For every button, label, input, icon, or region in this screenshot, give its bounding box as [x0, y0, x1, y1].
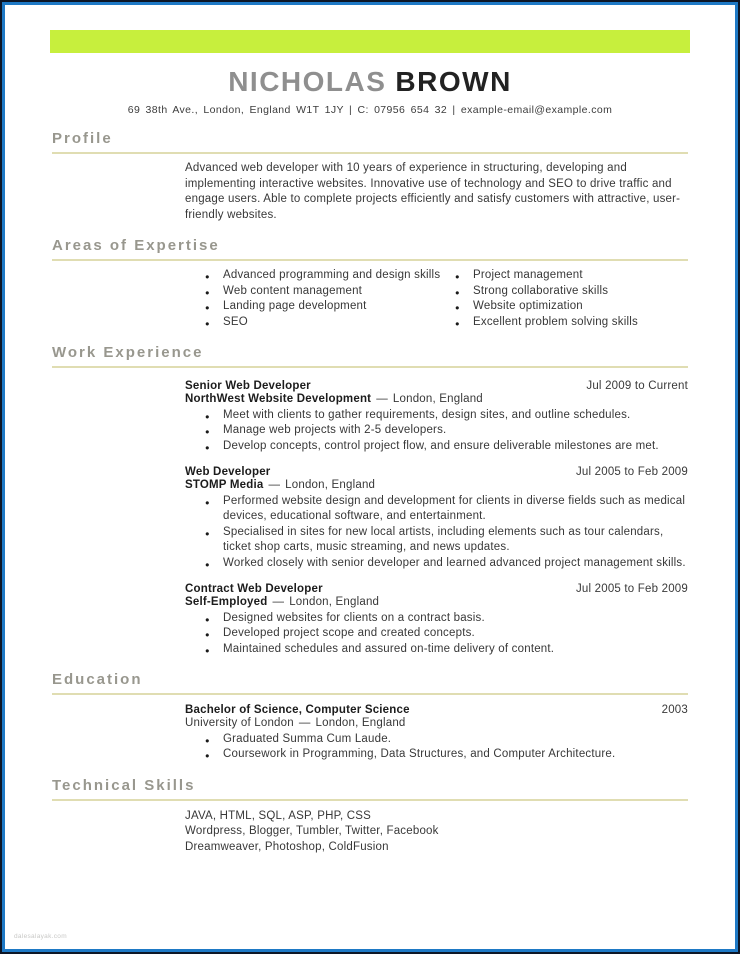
- job-bullet: ● Meet with clients to gather requirements, design sites, and outline schedules.: [205, 408, 688, 424]
- job-header: [185, 380, 688, 392]
- expertise-item: ● Strong collaborative skills: [455, 284, 688, 300]
- section-experience: [52, 344, 688, 657]
- expertise-item: ● Web content management: [205, 284, 455, 300]
- job-location: London, England: [285, 479, 376, 491]
- expertise-item: ● Excellent problem solving skills: [455, 315, 688, 331]
- expertise-item: ● Advanced programming and design skills: [205, 268, 455, 284]
- profile-heading: Profile: [52, 130, 688, 154]
- dash-separator: —: [272, 596, 285, 608]
- job-bullet: ● Maintained schedules and assured on-time delivery of content.: [205, 642, 688, 658]
- job-company: STOMP Media: [185, 479, 264, 491]
- education-school: University of London: [185, 717, 294, 729]
- education-school-line: [185, 716, 688, 732]
- education-header: [185, 704, 688, 716]
- dash-separator: —: [298, 717, 311, 729]
- job-bullet-list: [205, 611, 688, 658]
- expertise-heading: Areas of Expertise: [52, 237, 688, 261]
- job-dates: Jul 2005 to Feb 2009: [575, 466, 688, 478]
- job-title: Web Developer: [185, 466, 271, 478]
- skills-line: Wordpress, Blogger, Tumbler, Twitter, Facebook: [185, 825, 439, 837]
- job-dates: Jul 2009 to Current: [586, 380, 688, 392]
- job-company: Self-Employed: [185, 596, 268, 608]
- job-entry: [185, 583, 688, 657]
- experience-heading: Work Experience: [52, 344, 688, 368]
- skills-line: Dreamweaver, Photoshop, ColdFusion: [185, 840, 389, 853]
- skills-lines: [185, 809, 688, 856]
- section-profile: [52, 130, 688, 223]
- dash-separator: —: [268, 479, 281, 491]
- job-title: Contract Web Developer: [185, 583, 323, 595]
- expertise-item: ● SEO: [205, 315, 455, 331]
- candidate-last-name: BROWN: [395, 66, 512, 97]
- job-entry: [185, 466, 688, 571]
- job-title: Senior Web Developer: [185, 380, 311, 392]
- job-bullet: ● Developed project scope and created concepts.: [205, 626, 688, 642]
- job-bullet: ● Performed website design and development for clients in diverse fields such as medical devices, educational software, and entertainment.: [205, 494, 688, 525]
- job-bullet: ● Develop concepts, control project flow, and ensure deliverable milestones are met.: [205, 439, 688, 455]
- skills-line: JAVA, HTML, SQL, ASP, PHP, CSS: [185, 809, 372, 822]
- job-bullet: ● Specialised in sites for new local artists, including elements such as tour calendars, ticket shop carts, music streaming, and news updates.: [205, 525, 688, 556]
- expertise-list-right: [455, 268, 688, 330]
- education-location: London, England: [315, 717, 406, 729]
- job-bullet: ● Designed websites for clients on a contract basis.: [205, 611, 688, 627]
- job-company-line: [185, 478, 688, 494]
- job-company: NorthWest Website Development: [185, 393, 372, 405]
- expertise-item: ● Project management: [455, 268, 688, 284]
- skills-heading: Technical Skills: [52, 777, 688, 801]
- watermark-text: dalesalayak.com: [14, 933, 67, 940]
- contact-line: 69 38th Ave., London, England W1T 1JY | C: 07956 654 32 | example-email@example.com: [127, 104, 613, 116]
- job-header: [185, 583, 688, 595]
- expertise-item: ● Website optimization: [455, 299, 688, 315]
- expertise-item: ● Landing page development: [205, 299, 455, 315]
- job-bullet-list: [205, 494, 688, 572]
- job-location: London, England: [392, 393, 483, 405]
- job-company-line: [185, 392, 688, 408]
- education-bullet-list: [205, 732, 688, 763]
- job-header: [185, 466, 688, 478]
- job-bullet: ● Worked closely with senior developer and learned advanced project management skills.: [205, 556, 688, 572]
- job-location: London, England: [289, 596, 380, 608]
- job-entry: [185, 380, 688, 454]
- job-bullet-list: [205, 408, 688, 455]
- job-company-line: [185, 595, 688, 611]
- education-year: 2003: [661, 704, 688, 716]
- job-bullet: ● Manage web projects with 2-5 developers.: [205, 423, 688, 439]
- section-skills: [52, 777, 688, 856]
- education-bullet: ● Graduated Summa Cum Laude.: [205, 732, 688, 748]
- expertise-list-left: [205, 268, 455, 330]
- education-entry: [185, 704, 688, 763]
- candidate-name: [52, 66, 688, 98]
- expertise-columns: [205, 268, 688, 330]
- section-expertise: [52, 237, 688, 330]
- education-degree: Bachelor of Science, Computer Science: [185, 704, 410, 716]
- resume-header: [52, 66, 688, 116]
- candidate-first-name: NICHOLAS: [228, 66, 387, 97]
- job-dates: Jul 2005 to Feb 2009: [575, 583, 688, 595]
- section-education: [52, 671, 688, 763]
- profile-text: Advanced web developer with 10 years of experience in structuring, developing and implementing interactive websites. Innovative use of technology and SEO to drive traffic and engage users. Able to complete projects efficiently and satisfy customers with attractive, user-friendly websites.: [185, 162, 681, 221]
- education-bullet: ● Coursework in Programming, Data Structures, and Computer Architecture.: [205, 747, 688, 763]
- education-heading: Education: [52, 671, 688, 695]
- dash-separator: —: [376, 393, 388, 405]
- accent-bar: [50, 30, 690, 53]
- resume-content: [5, 5, 735, 949]
